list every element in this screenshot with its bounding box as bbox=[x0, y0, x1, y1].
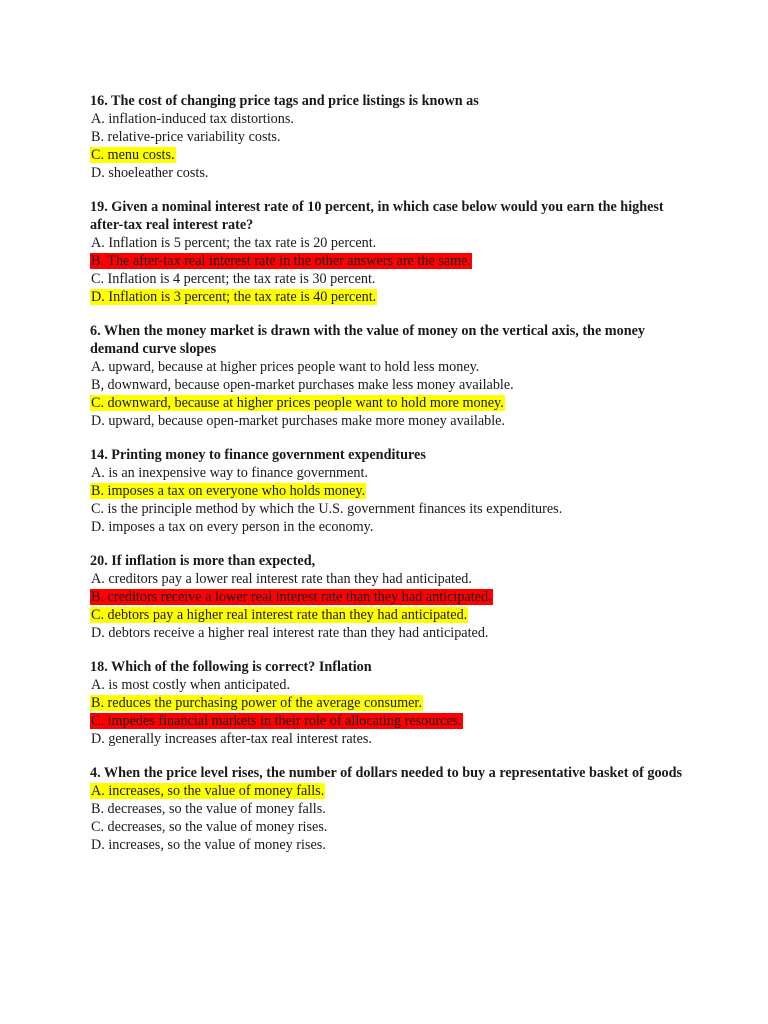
answer-option-text: A. inflation-induced tax distortions. bbox=[91, 111, 294, 127]
answer-option-text: A. increases, so the value of money falls. bbox=[91, 783, 325, 799]
answer-option-text: B. decreases, so the value of money falls. bbox=[91, 801, 326, 817]
question-text: 18. Which of the following is correct? Inflation bbox=[90, 659, 372, 675]
answer-option-text: A. is most costly when anticipated. bbox=[91, 677, 290, 693]
question-block bbox=[90, 446, 690, 536]
question-block bbox=[90, 92, 690, 182]
answer-option-text: B. relative-price variability costs. bbox=[91, 129, 281, 145]
answer-option bbox=[90, 482, 690, 500]
answer-option bbox=[90, 146, 690, 164]
answer-option bbox=[90, 270, 690, 288]
answer-option-text: A. Inflation is 5 percent; the tax rate is 20 percent. bbox=[91, 235, 377, 251]
answer-option-text: C. menu costs. bbox=[91, 147, 175, 163]
answer-option bbox=[90, 836, 690, 854]
question-block bbox=[90, 552, 690, 642]
answer-option-text: A. creditors pay a lower real interest rate than they had anticipated. bbox=[91, 571, 472, 587]
answer-option bbox=[90, 712, 690, 730]
answer-option bbox=[90, 464, 690, 482]
answer-option bbox=[90, 518, 690, 536]
answer-option-text: A. upward, because at higher prices people want to hold less money. bbox=[91, 359, 480, 375]
answer-option bbox=[90, 730, 690, 748]
answer-option-text: B. reduces the purchasing power of the average consumer. bbox=[91, 695, 422, 711]
answer-option bbox=[90, 110, 690, 128]
answer-option bbox=[90, 570, 690, 588]
answer-option-text: C. decreases, so the value of money rises. bbox=[91, 819, 328, 835]
answer-option-text: D. Inflation is 3 percent; the tax rate is 40 percent. bbox=[91, 289, 377, 305]
answer-option bbox=[90, 412, 690, 430]
answer-option bbox=[90, 588, 690, 606]
answer-option bbox=[90, 358, 690, 376]
answer-option bbox=[90, 676, 690, 694]
answer-option-text: C. downward, because at higher prices people want to hold more money. bbox=[91, 395, 504, 411]
answer-option bbox=[90, 128, 690, 146]
answer-option bbox=[90, 164, 690, 182]
answer-option bbox=[90, 252, 690, 270]
answer-option-text: C. impedes financial markets in their role of allocating resources. bbox=[91, 713, 462, 729]
answer-option-text: B. creditors receive a lower real interest rate than they had anticipated. bbox=[91, 589, 492, 605]
answer-option-text: D. shoeleather costs. bbox=[91, 165, 209, 181]
answer-option-text: B. The after-tax real interest rate in the other answers are the same. bbox=[91, 253, 471, 269]
question-block bbox=[90, 322, 690, 430]
answer-option bbox=[90, 818, 690, 836]
answer-option bbox=[90, 624, 690, 642]
answer-option bbox=[90, 606, 690, 624]
question-block bbox=[90, 658, 690, 748]
answer-option-text: A. is an inexpensive way to finance government. bbox=[91, 465, 368, 481]
answer-option-text: D. increases, so the value of money rises. bbox=[91, 837, 326, 853]
question-text: 6. When the money market is drawn with the value of money on the vertical axis, the money demand curve slopes bbox=[90, 323, 645, 357]
question-block bbox=[90, 198, 690, 306]
answer-option bbox=[90, 376, 690, 394]
answer-option bbox=[90, 500, 690, 518]
answer-option-text: B. imposes a tax on everyone who holds money. bbox=[91, 483, 366, 499]
question-text: 16. The cost of changing price tags and price listings is known as bbox=[90, 93, 479, 109]
answer-option-text: D. debtors receive a higher real interest rate than they had anticipated. bbox=[91, 625, 489, 641]
answer-option-text: C. is the principle method by which the U.S. government finances its expenditures. bbox=[91, 501, 563, 517]
answer-option bbox=[90, 394, 690, 412]
answer-option-text: C. Inflation is 4 percent; the tax rate is 30 percent. bbox=[91, 271, 376, 287]
answer-option bbox=[90, 288, 690, 306]
answer-option bbox=[90, 234, 690, 252]
answer-option-text: C. debtors pay a higher real interest rate than they had anticipated. bbox=[91, 607, 468, 623]
answer-option-text: D. upward, because open-market purchases make more money available. bbox=[91, 413, 506, 429]
answer-option bbox=[90, 694, 690, 712]
question-text: 14. Printing money to finance government expenditures bbox=[90, 447, 426, 463]
answer-option bbox=[90, 800, 690, 818]
question-text: 4. When the price level rises, the number of dollars needed to buy a representative basket of goods bbox=[90, 765, 683, 781]
answer-option bbox=[90, 782, 690, 800]
question-text: 20. If inflation is more than expected, bbox=[90, 553, 316, 569]
question-text: 19. Given a nominal interest rate of 10 percent, in which case below would you earn the highest after-tax real interest rate? bbox=[90, 199, 664, 233]
answer-option-text: B, downward, because open-market purchases make less money available. bbox=[91, 377, 514, 393]
answer-option-text: D. imposes a tax on every person in the economy. bbox=[91, 519, 374, 535]
answer-option-text: D. generally increases after-tax real interest rates. bbox=[91, 731, 372, 747]
question-block bbox=[90, 764, 690, 854]
document-page bbox=[90, 92, 690, 870]
